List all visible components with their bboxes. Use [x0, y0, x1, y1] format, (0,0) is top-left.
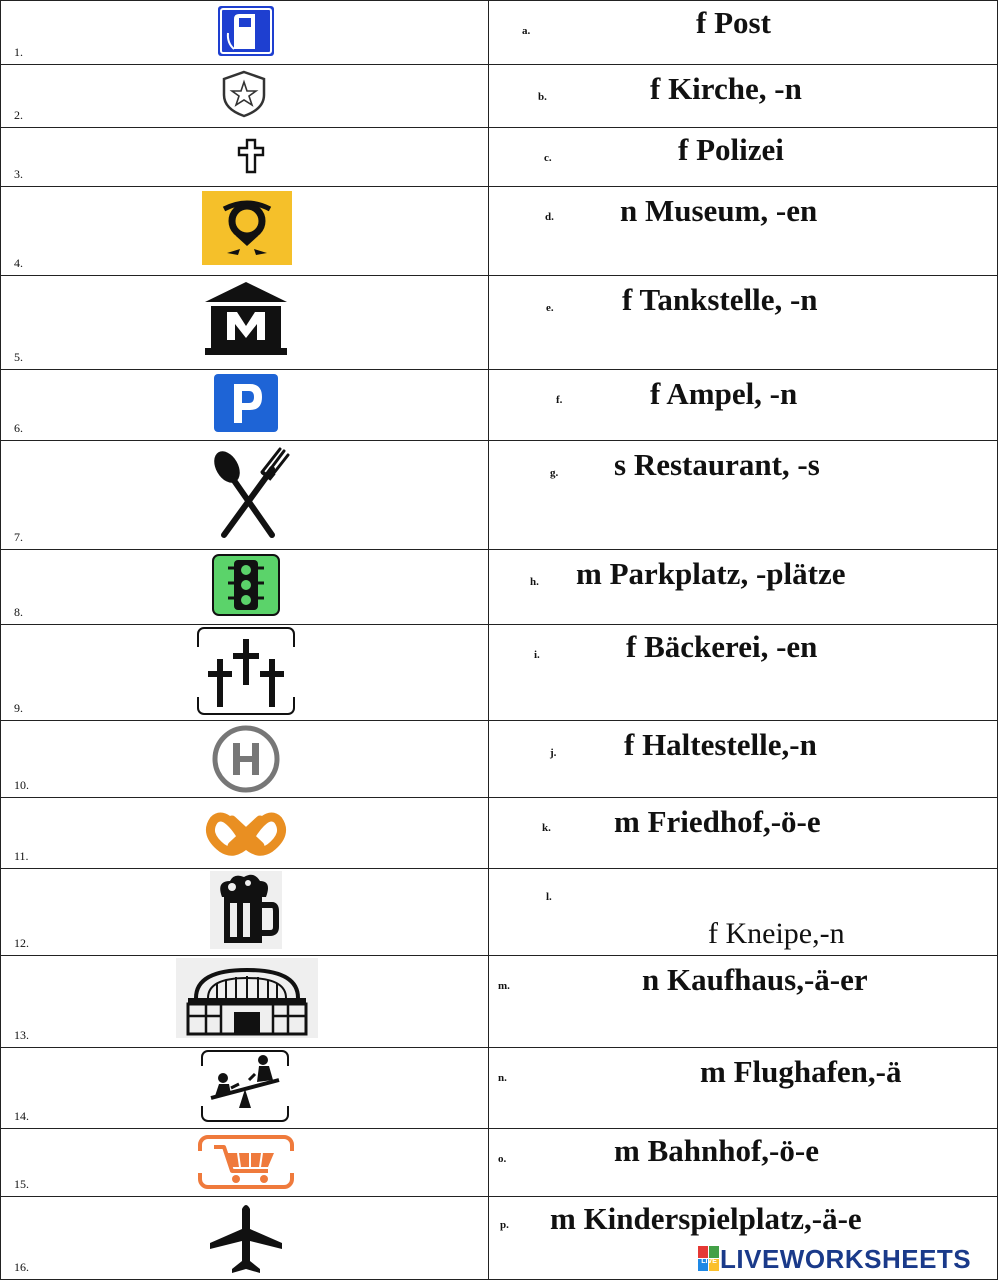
- answer-letter: a.: [522, 25, 531, 37]
- row-number: 3.: [14, 167, 23, 181]
- table-row: [0, 720, 998, 797]
- answer-word[interactable]: f Post: [696, 5, 771, 40]
- table-row: [0, 369, 998, 440]
- answer-word[interactable]: f Bäckerei, -en: [626, 629, 818, 664]
- row-number: 15.: [14, 1177, 29, 1191]
- airplane-icon[interactable]: [208, 1201, 284, 1275]
- table-row: [0, 797, 998, 868]
- answer-letter: e.: [546, 302, 554, 314]
- answer-word[interactable]: n Kaufhaus,-ä-er: [642, 962, 868, 997]
- answer-word[interactable]: m Parkplatz, -plätze: [576, 556, 846, 591]
- answer-letter: o.: [498, 1153, 507, 1165]
- answer-word[interactable]: s Restaurant, -s: [614, 447, 820, 482]
- answer-word[interactable]: m Flughafen,-ä: [700, 1054, 902, 1089]
- table-row: [0, 868, 998, 955]
- gas-station-icon[interactable]: [217, 5, 275, 57]
- traffic-light-icon[interactable]: [212, 554, 280, 616]
- row-number: 2.: [14, 108, 23, 122]
- brand-logo-icon: [698, 1246, 720, 1272]
- answer-letter: g.: [550, 467, 559, 479]
- row-number: 12.: [14, 936, 29, 950]
- police-badge-icon[interactable]: [218, 69, 270, 119]
- train-station-icon[interactable]: [176, 958, 318, 1038]
- row-number: 5.: [14, 350, 23, 364]
- table-row: [0, 440, 998, 549]
- answer-letter: f.: [556, 394, 563, 406]
- answer-word[interactable]: m Friedhof,-ö-e: [614, 804, 821, 839]
- answer-letter: k.: [542, 822, 551, 834]
- bus-stop-icon[interactable]: [209, 725, 283, 793]
- church-cross-icon[interactable]: [236, 138, 266, 174]
- liveworksheets-logo: [698, 1243, 971, 1275]
- row-number: 10.: [14, 778, 29, 792]
- row-number: 14.: [14, 1109, 29, 1123]
- table-row: [0, 127, 998, 186]
- post-horn-icon[interactable]: [202, 191, 292, 265]
- pretzel-icon[interactable]: [204, 804, 288, 858]
- restaurant-icon[interactable]: [200, 447, 294, 539]
- cemetery-icon[interactable]: [197, 627, 295, 715]
- row-number: 1.: [14, 45, 23, 59]
- answer-letter: i.: [534, 649, 540, 661]
- table-row: [0, 624, 998, 720]
- table-row: [0, 1128, 998, 1196]
- parking-icon[interactable]: [214, 374, 278, 432]
- beer-mug-icon[interactable]: [210, 871, 282, 949]
- row-number: 7.: [14, 530, 23, 544]
- answer-letter: p.: [500, 1219, 509, 1231]
- table-row: [0, 186, 998, 275]
- brand-logo-letters: LIVE: [701, 1258, 717, 1265]
- row-number: 4.: [14, 256, 23, 270]
- answer-word[interactable]: m Bahnhof,-ö-e: [614, 1133, 819, 1168]
- answer-word[interactable]: f Polizei: [678, 132, 784, 167]
- answer-letter: m.: [498, 980, 510, 992]
- row-number: 6.: [14, 421, 23, 435]
- table-row: [0, 64, 998, 127]
- museum-icon[interactable]: [203, 280, 289, 356]
- answer-word[interactable]: n Museum, -en: [620, 193, 818, 228]
- answer-letter: n.: [498, 1072, 507, 1084]
- row-number: 9.: [14, 701, 23, 715]
- answer-letter: h.: [530, 576, 539, 588]
- answer-letter: l.: [546, 891, 552, 903]
- table-row: [0, 0, 998, 64]
- row-number: 8.: [14, 605, 23, 619]
- answer-letter: j.: [550, 747, 557, 759]
- table-row: [0, 1047, 998, 1128]
- table-row: [0, 955, 998, 1047]
- brand-text: LIVEWORKSHEETS: [720, 1243, 972, 1274]
- answer-word[interactable]: f Ampel, -n: [650, 376, 798, 411]
- answer-word[interactable]: f Tankstelle, -n: [622, 282, 818, 317]
- row-number: 16.: [14, 1260, 29, 1274]
- answer-letter: c.: [544, 152, 552, 164]
- shopping-cart-icon[interactable]: [198, 1135, 294, 1189]
- row-number: 11.: [14, 849, 29, 863]
- table-row: [0, 275, 998, 369]
- answer-word[interactable]: m Kinderspielplatz,-ä-e: [550, 1201, 862, 1236]
- answer-word[interactable]: f Kirche, -n: [650, 71, 802, 106]
- playground-icon[interactable]: [201, 1050, 289, 1122]
- answer-letter: d.: [545, 211, 554, 223]
- row-number: 13.: [14, 1028, 29, 1042]
- answer-word[interactable]: f Kneipe,-n: [708, 917, 845, 950]
- table-row: [0, 549, 998, 624]
- answer-letter: b.: [538, 91, 547, 103]
- answer-word[interactable]: f Haltestelle,-n: [624, 727, 817, 762]
